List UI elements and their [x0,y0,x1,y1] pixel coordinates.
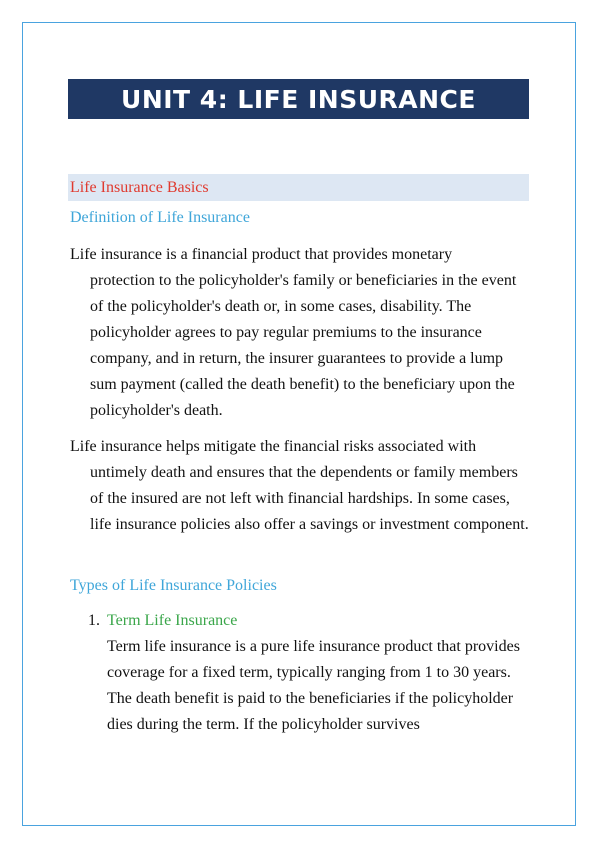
list-item-body: Term life insurance is a pure life insurance product that provides coverage for a fixed term, typically ranging from 1 to 30 years. The death benefit is paid to the beneficiaries if the policyholder dies during the term. If the policyholder survives [107,638,520,733]
paragraph-first-line: Life insurance is a financial product that provides monetary [70,246,453,263]
list-item-term-life [88,608,528,738]
heading-definition: Definition of Life Insurance [70,209,250,226]
paragraph-body: untimely death and ensures that the dependents or family members of the insured are not left with financial hardships. In some cases, life insurance policies also offer a savings or investment component. [90,464,529,533]
paragraph-mitigation [70,434,530,538]
paragraph-first-line: Life insurance helps mitigate the financial risks associated with [70,438,477,455]
list-number: 1. [88,612,100,629]
paragraph-body: protection to the policyholder's family or beneficiaries in the event of the policyholder's death or, in some cases, disability. The policyholder agrees to pay regular premiums to the insurance company, and in return, the insurer guarantees to provide a lump sum payment (called the death benefit) to the beneficiary upon the policyholder's death. [90,272,517,419]
page-title: UNIT 4: LIFE INSURANCE [121,84,476,114]
list-item-title: Term Life Insurance [107,612,238,629]
section-title: Life Insurance Basics [70,178,209,196]
title-banner [68,79,529,119]
section-header [68,174,529,201]
heading-types: Types of Life Insurance Policies [70,577,277,594]
paragraph-definition [70,242,530,424]
